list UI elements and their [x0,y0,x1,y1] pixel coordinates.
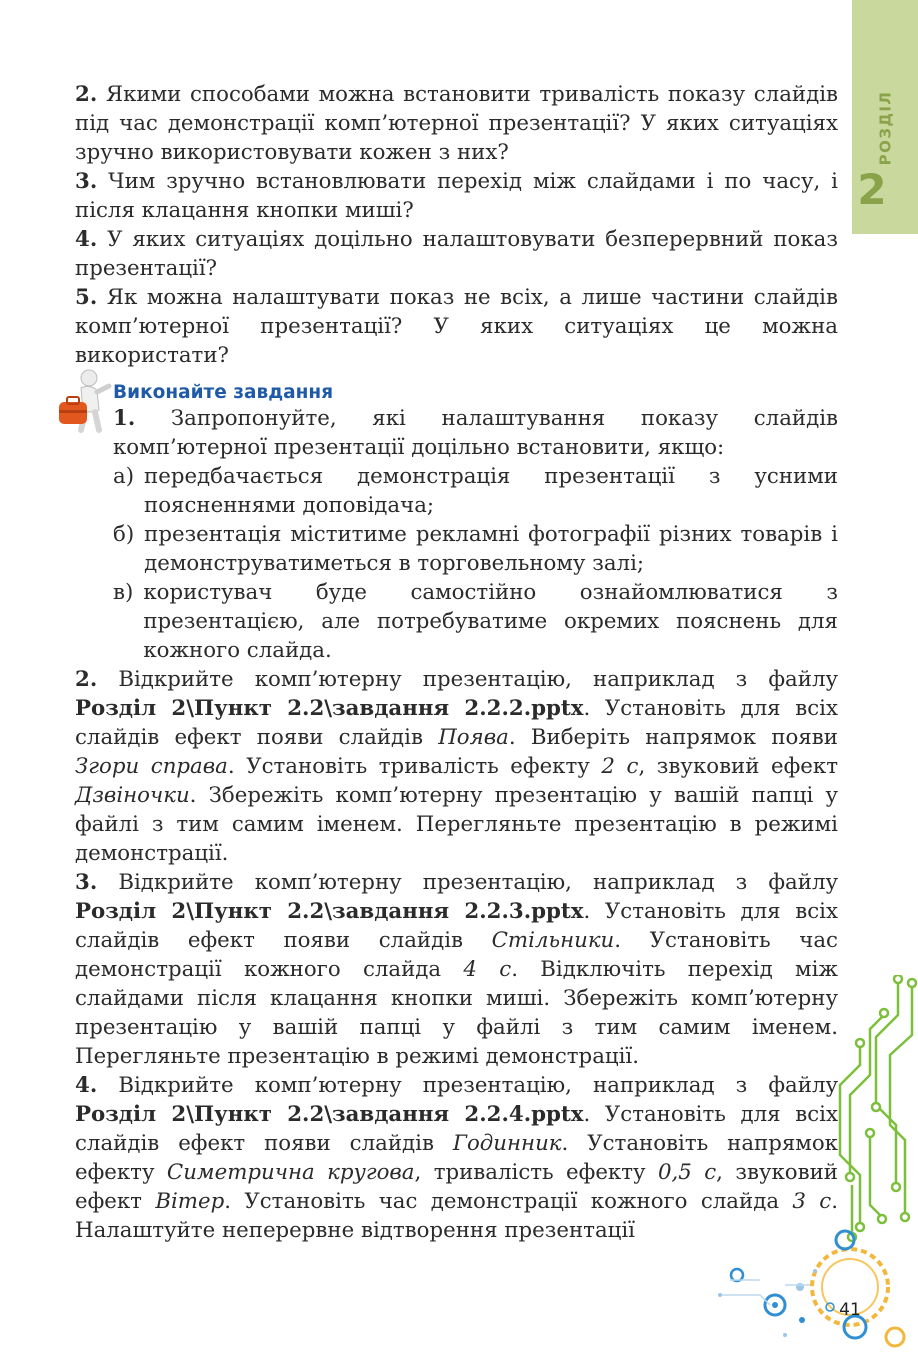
task-1-item-c: в) користувач буде самостійно ознайомлюватися з презентацією, але потребуватиме окремих пояснень для кожного слайда. [113,580,838,663]
task-3: 3. Відкрийте комп’ютерну презентацію, наприклад з файлу Розділ 2\Пункт 2.2\завдання 2.2.3.pptx. Установіть для всіх слайдів ефект появи слайдів Стільники. Установіть час демонстрації кожного слайда 4 с. Відключіть перехід між слайдами після клацання кнопки миші. Збережіть комп’ютерну презентацію у вашій папці у файлі з тим самим іменем. Перегляньте презентацію в режимі демонстрації. [75,870,839,1069]
tasks-heading: Виконайте завдання [113,382,334,403]
figure-with-briefcase-icon [45,366,115,436]
task-1-item-b: б) презентація міститиме рекламні фотографії різних товарів і демонструватиметься в торговельному залі; [113,522,838,576]
tasks-heading-row [75,372,838,404]
file-path: Розділ 2\Пункт 2.2\завдання 2.2.4.pptx [75,1102,584,1127]
task-1: 1. Запропонуйте, які налаштування показу слайдів комп’ютерної презентації доцільно встановити, якщо: [113,406,838,460]
question-3: 3. Чим зручно встановлювати перехід між слайдами і по часу, і після клацання кнопки миші? [75,169,838,223]
file-path: Розділ 2\Пункт 2.2\завдання 2.2.3.pptx [75,899,584,924]
task-1-item-a: а) передбачається демонстрація презентації з усними поясненнями доповідача; [113,464,838,518]
task-4: 4. Відкрийте комп’ютерну презентацію, наприклад з файлу Розділ 2\Пункт 2.2\завдання 2.2.4.pptx. Установіть для всіх слайдів ефект появи слайдів Годинник. Установіть напрямок ефекту Симетрична кругова, тривалість ефекту 0,5 с, звуковий ефект Вітер. Установіть час демонстрації кожного слайда 3 с. Налаштуйте неперервне відтворення презентації [75,1073,838,1243]
task-2: 2. Відкрийте комп’ютерну презентацію, наприклад з файлу Розділ 2\Пункт 2.2\завдання 2.2.2.pptx. Установіть для всіх слайдів ефект появи слайдів Поява. Виберіть напрямок появи Згори справа. Установіть тривалість ефекту 2 с, звуковий ефект Дзвіночки. Збережіть комп’ютерну презентацію у вашій папці у файлі з тим самим іменем. Перегляньте презентацію в режимі демонстрації. [75,667,838,866]
file-path: Розділ 2\Пункт 2.2\завдання 2.2.2.pptx [75,696,584,721]
question-2: 2. Якими способами можна встановити тривалість показу слайдів під час демонстрації комп’ютерної презентації? У яких ситуаціях зручно використовувати кожен з них? [75,82,838,165]
section-number: 2 [857,165,887,214]
section-label: РОЗДІЛ [876,90,894,165]
question-4: 4. У яких ситуаціях доцільно налаштовувати безперервний показ презентації? [75,227,838,281]
page-number: 41 [839,1300,861,1320]
circuit-decoration-icon [700,975,918,1360]
question-5: 5. Як можна налаштувати показ не всіх, а лише частини слайдів комп’ютерної презентації? У яких ситуаціях це можна використати? [75,285,838,368]
